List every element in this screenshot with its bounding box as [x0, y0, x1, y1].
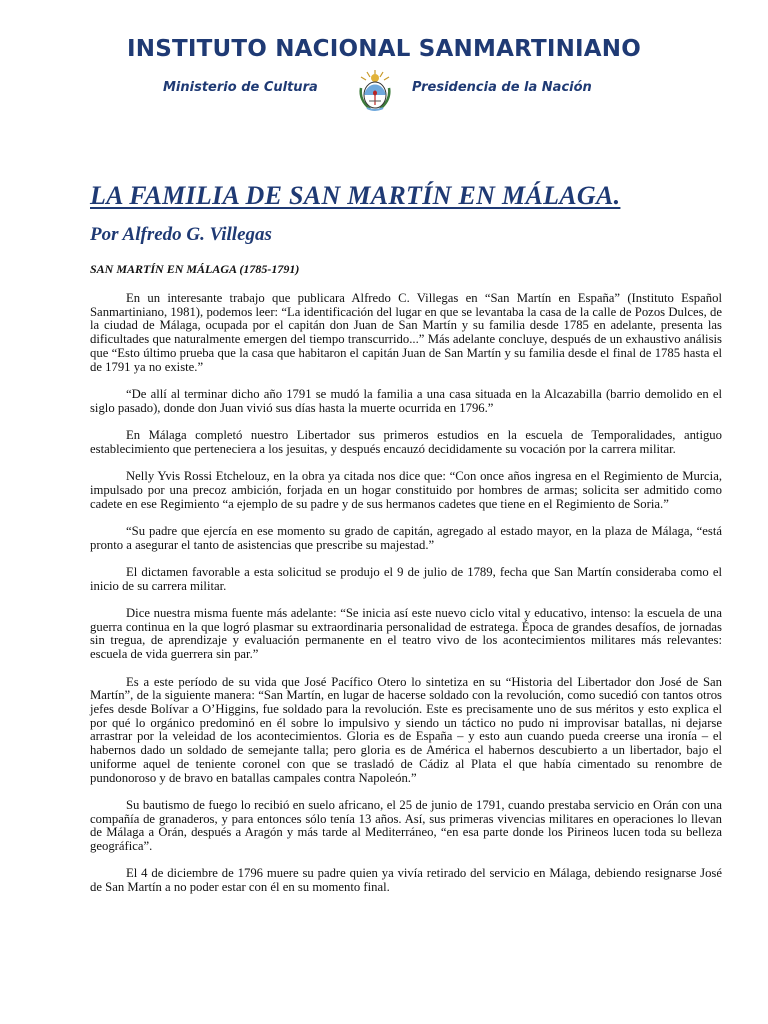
paragraph	[90, 525, 722, 552]
paragraph-text: Dice nuestra misma fuente más adelante: “Se inicia así este nuevo ciclo vital y educativo, intenso: la escuela de una guerra continua en la que logró plasmar su extraordinaria personalidad de estratega. Época de grandes desafíos, de jornadas sin tregua, de aprendizaje y evaluación permanente en el teatro vivo de los acontecimientos militares más relevantes: escuela de vida guerrera sin par.”	[90, 606, 722, 662]
paragraph	[90, 676, 722, 786]
paragraph	[90, 799, 722, 854]
paragraph	[90, 607, 722, 662]
paragraph	[90, 867, 722, 894]
paragraph-text: “De allí al terminar dicho año 1791 se mudó la familia a una casa situada en la Alcazabilla (barrio demolido en el siglo pasado), donde don Juan vivió sus días hasta la muerte ocurrida en 1796.”	[90, 386, 722, 415]
paragraph-text: “Su padre que ejercía en ese momento su grado de capitán, agregado al estado mayor, en la plaza de Málaga, “está pronto a asegurar el tanto de asistencias que prescribe su majestad.”	[90, 523, 722, 552]
paragraph	[90, 429, 722, 456]
paragraph-text: Nelly Yvis Rossi Etchelouz, en la obra ya citada nos dice que: “Con once años ingresa en el Regimiento de Murcia, impulsado por una precoz ambición, forjada en un hogar constituido por hombres de armas; solicita ser admitido como cadete en ese Regimiento “a ejemplo de su padre y de sus hermanos cadetes que tiene en el Regimiento de Soria.”	[90, 469, 722, 511]
paragraph-text: En Málaga completó nuestro Libertador sus primeros estudios en la escuela de Temporalidades, antiguo establecimiento que perteneciera a los jesuitas, y después encauzó decididamente su vocación por la carrera militar.	[90, 428, 722, 456]
paragraph-text: El 4 de diciembre de 1796 muere su padre quien ya vivía retirado del servicio en Málaga, debiendo resignarse José de San Martín a no poder estar con él en su momento final.	[90, 866, 722, 895]
document-author: Por Alfredo G. Villegas	[90, 224, 272, 245]
article-body	[90, 292, 722, 908]
paragraph	[90, 566, 722, 593]
document-title: LA FAMILIA DE SAN MARTÍN EN MÁLAGA.	[90, 181, 621, 210]
ministry-caption: Ministerio de Cultura	[163, 80, 318, 95]
paragraph-text: Su bautismo de fuego lo recibió en suelo africano, el 25 de junio de 1791, cuando prestaba servicio en Orán con una compañía de granaderos, y para entonces sólo tenía 13 años. Así, sus primeras vivencias militares en operaciones lo llevan de Málaga a Orán, después a Aragón y más tarde al Mediterráneo, “en esa parte donde los Pirineos lucen toda su belleza geográfica”.	[90, 797, 722, 853]
coat-of-arms-icon	[356, 68, 394, 112]
paragraph	[90, 292, 722, 374]
paragraph	[90, 470, 722, 511]
paragraph-text: Es a este período de su vida que José Pacífico Otero lo sintetiza en su “Historia del Libertador don José de San Martín”, de la siguiente manera: “San Martín, en lugar de hacerse soldado con la revolución, como sucedió con tantos otros jefes desde Bolívar a O’Higgins, fue soldado para la revolución. Este es precisamente uno de sus méritos y esto explica el por qué lo orgánico predominó en él sobre lo impulsivo y siendo un táctico no pudo ni improvisar batallas, ni dejarse arrastrar por la veleidad de los acontecimientos. Gloria es de España – y esto aun cuando pueda creerse una ironía – el habernos dado un soldado de semejante talla; pero gloria es de América el habernos descubierto a un libertador, bajo el uniforme aquel de teniente coronel con que se trasladó de Cádiz al Plata el que había cimentado su renombre de pundonoroso y de bravo en batallas campales contra Napoleón.”	[90, 674, 722, 785]
paragraph	[90, 388, 722, 415]
institute-title: INSTITUTO NACIONAL SANMARTINIANO	[126, 36, 642, 62]
paragraph-text: En un interesante trabajo que publicara Alfredo C. Villegas en “San Martín en España” (Instituto Español Sanmartiniano, 1981), podemos leer: “La identificación del lugar en que se levantaba la casa de la calle de Pozos Dulces, de la ciudad de Málaga, ocupada por el capitán don Juan de San Martín y su familia desde 1785 en adelante, presenta las dificultades que naturalmente emergen del tiempo transcurrido...” Más adelante concluye, después de un exhaustivo análisis que “Esto último prueba que la casa que habitaron el capitán Juan de San Martín y su familia desde el final de 1785 hasta el de 1791 ya no existe.”	[90, 291, 722, 374]
section-heading: SAN MARTÍN EN MÁLAGA (1785-1791)	[90, 262, 300, 276]
presidency-caption: Presidencia de la Nación	[412, 80, 592, 95]
paragraph-text: El dictamen favorable a esta solicitud se produjo el 9 de julio de 1789, fecha que San Martín consideraba como el inicio de su carrera militar.	[90, 564, 722, 593]
